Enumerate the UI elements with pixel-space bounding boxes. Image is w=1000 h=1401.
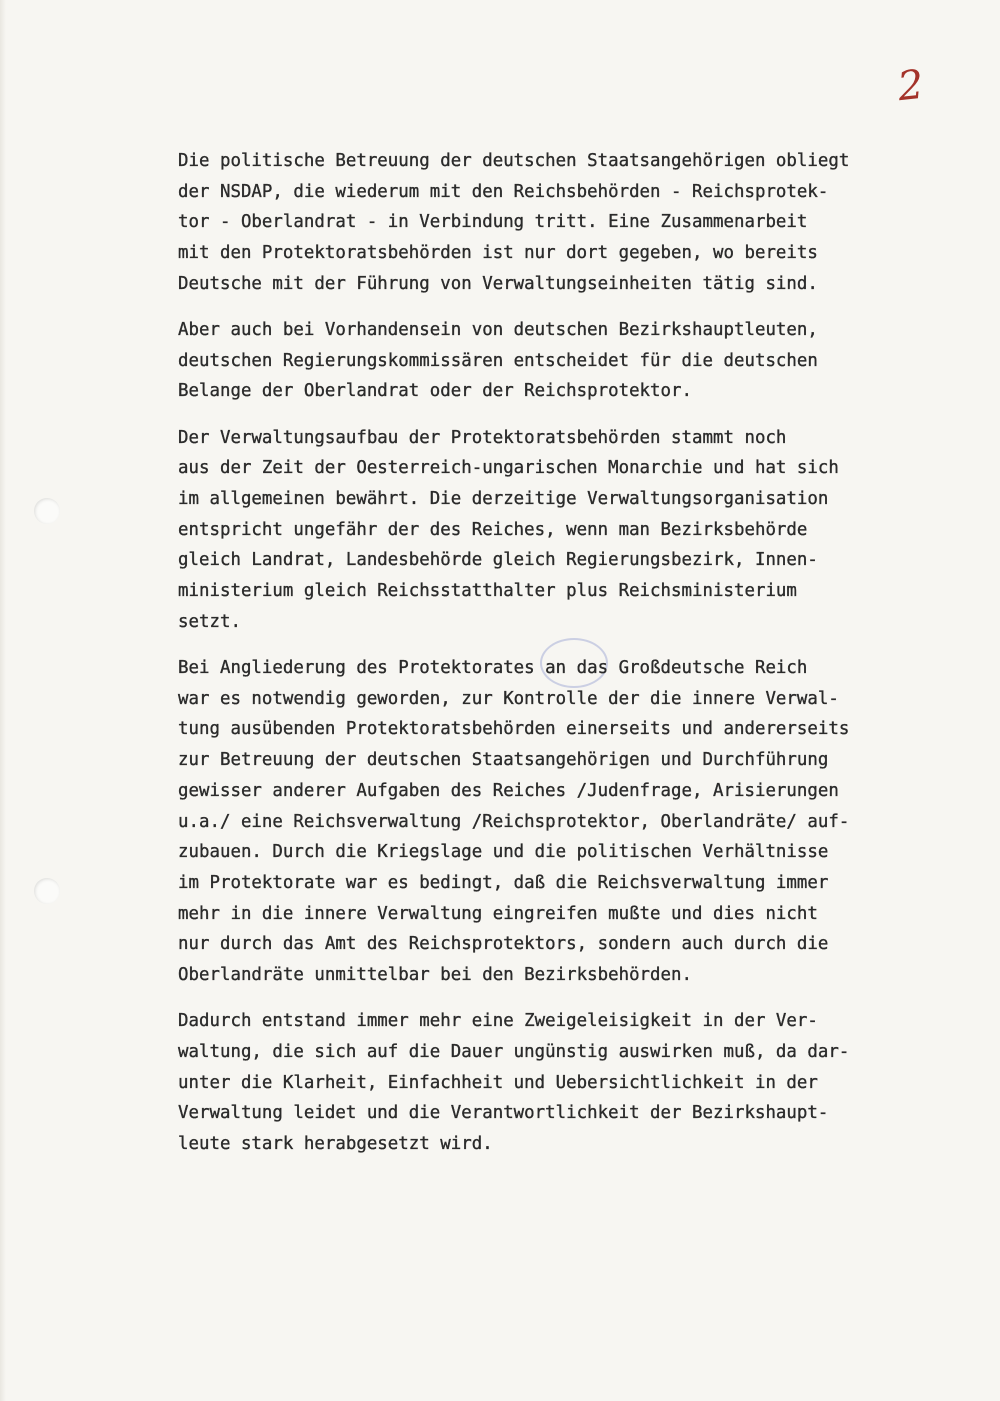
text-line: gleich Landrat, Landesbehörde gleich Regierungsbezirk, Innen-: [178, 550, 818, 571]
text-line: tor - Oberlandrat - in Verbindung tritt. Eine Zusammenarbeit: [178, 212, 808, 233]
paragraph-2: [178, 315, 948, 407]
text-line: Oberlandräte unmittelbar bei den Bezirksbehörden.: [178, 965, 693, 986]
paragraph-5: [178, 1006, 948, 1160]
text-line: gewisser anderer Aufgaben des Reiches /Judenfrage, Arisierungen: [178, 780, 839, 801]
text-line: mehr in die innere Verwaltung eingreifen mußte und dies nicht: [178, 903, 818, 924]
text-line: im Protektorate war es bedingt, daß die Reichsverwaltung immer: [178, 872, 829, 893]
scan-edge: [0, 0, 6, 1401]
text-line: u.a./ eine Reichsverwaltung /Reichsprotektor, Oberlandräte/ auf-: [178, 811, 850, 832]
text-line: ministerium gleich Reichsstatthalter plus Reichsministerium: [178, 581, 797, 602]
text-line: Die politische Betreuung der deutschen Staatsangehörigen obliegt: [178, 151, 850, 171]
text-line: Dadurch entstand immer mehr eine Zweigeleisigkeit in der Ver-: [178, 1011, 818, 1032]
text-line: Der Verwaltungsaufbau der Protektoratsbehörden stammt noch: [178, 427, 787, 448]
text-line: zur Betreuung der deutschen Staatsangehörigen und Durchführung: [178, 750, 829, 771]
paragraph-4: [178, 653, 948, 991]
text-line: Verwaltung leidet und die Verantwortlichkeit der Bezirkshaupt-: [178, 1103, 829, 1124]
text-line: deutschen Regierungskommissären entscheidet für die deutschen: [178, 350, 818, 371]
text-line: unter die Klarheit, Einfachheit und Uebersichtlichkeit in der: [178, 1072, 818, 1093]
text-line: Deutsche mit der Führung von Verwaltungseinheiten tätig sind.: [178, 273, 818, 294]
handwritten-page-number: 2: [895, 61, 926, 111]
text-line: tung ausübenden Protektoratsbehörden einerseits und andererseits: [178, 719, 850, 740]
text-line: entspricht ungefähr der des Reiches, wenn man Bezirksbehörde: [178, 519, 808, 540]
text-line: setzt.: [178, 611, 241, 632]
typewritten-body: [178, 146, 948, 1175]
paragraph-3: [178, 423, 948, 638]
text-line: aus der Zeit der Oesterreich-ungarischen Monarchie und hat sich: [178, 458, 839, 479]
text-line: im allgemeinen bewährt. Die derzeitige Verwaltungsorganisation: [178, 489, 829, 510]
text-line: der NSDAP, die wiederum mit den Reichsbehörden - Reichsprotek-: [178, 181, 829, 202]
text-line: nur durch das Amt des Reichsprotektors, sondern auch durch die: [178, 934, 829, 955]
text-line: waltung, die sich auf die Dauer ungünstig auswirken muß, da dar-: [178, 1041, 850, 1062]
text-line: zubauen. Durch die Kriegslage und die politischen Verhältnisse: [178, 842, 829, 863]
text-line: war es notwendig geworden, zur Kontrolle der die innere Verwal-: [178, 688, 839, 709]
text-line: mit den Protektoratsbehörden ist nur dort gegeben, wo bereits: [178, 243, 818, 264]
text-line: leute stark herabgesetzt wird.: [178, 1134, 493, 1155]
text-line: Bei Angliederung des Protektorates an das Großdeutsche Reich: [178, 658, 808, 679]
paragraph-1: [178, 146, 948, 300]
text-line: Aber auch bei Vorhandensein von deutschen Bezirkshauptleuten,: [178, 320, 818, 341]
punch-hole-top: [34, 498, 60, 524]
text-line: Belange der Oberlandrat oder der Reichsprotektor.: [178, 381, 693, 402]
punch-hole-bottom: [34, 878, 60, 904]
